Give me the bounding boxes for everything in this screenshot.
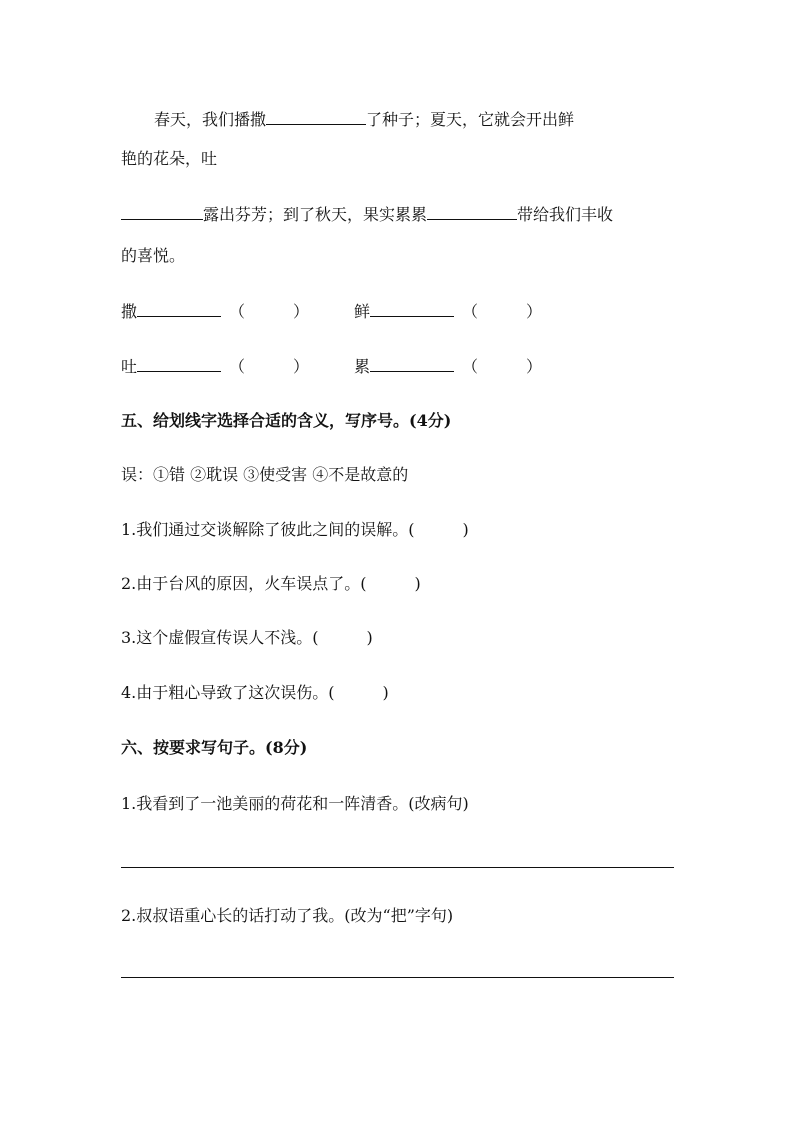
- fill-blank[interactable]: [121, 203, 203, 220]
- paren-open: （: [462, 302, 479, 321]
- paren-close: ): [462, 520, 469, 539]
- answer-line[interactable]: [121, 977, 674, 978]
- paren-open: （: [462, 357, 479, 376]
- word-char: 鲜: [354, 302, 371, 321]
- meaning-options: 误：①错 ②耽误 ③使受害 ④不是故意的: [121, 465, 409, 484]
- word-char: 撒: [121, 302, 138, 321]
- passage-text: 的喜悦。: [121, 246, 186, 265]
- passage-line-2: [121, 148, 217, 170]
- paren-close: ): [366, 628, 373, 647]
- paren-open: （: [229, 357, 246, 376]
- word-pair: [121, 300, 309, 323]
- question-item: [121, 682, 389, 704]
- passage-line-4: [121, 245, 185, 267]
- paren-close: ）: [293, 357, 310, 376]
- paren-close: ): [382, 683, 389, 702]
- section-6-heading: 六、按要求写句子。(8分): [121, 738, 308, 757]
- section-5-heading: 五、给划线字选择合适的含义，写序号。(4分): [121, 411, 452, 430]
- word-pair: [354, 300, 542, 323]
- fill-blank[interactable]: [370, 355, 454, 372]
- paren-open: （: [229, 302, 246, 321]
- word-char: 累: [354, 357, 371, 376]
- word-char: 吐: [121, 357, 138, 376]
- question-text: 1.我们通过交谈解除了彼此之间的误解。(: [121, 520, 415, 539]
- fill-blank[interactable]: [427, 203, 517, 220]
- fill-blank[interactable]: [266, 108, 366, 125]
- answer-line[interactable]: [121, 867, 674, 868]
- fill-blank[interactable]: [137, 355, 221, 372]
- word-pair: [121, 355, 309, 378]
- paren-close: ): [414, 574, 421, 593]
- question-item: [121, 627, 373, 649]
- question-text: 3.这个虚假宣传误人不浅。(: [121, 628, 319, 647]
- rewrite-question-1: 1.我看到了一池美丽的荷花和一阵清香。(改病句): [121, 794, 469, 813]
- rewrite-question-2: 2.叔叔语重心长的话打动了我。(改为“把”字句): [121, 906, 454, 925]
- passage-text: 春天，我们播撒: [154, 110, 267, 129]
- word-pair: [354, 355, 542, 378]
- passage-text: 了种子；夏天，它就会开出鲜: [366, 110, 575, 129]
- paren-close: ）: [526, 302, 543, 321]
- passage-text: 艳的花朵，吐: [121, 149, 218, 168]
- question-text: 2.由于台风的原因，火车误点了。(: [121, 574, 367, 593]
- paren-close: ）: [293, 302, 310, 321]
- passage-line-3: [121, 203, 613, 226]
- passage-line-1: [154, 108, 574, 131]
- paren-close: ）: [526, 357, 543, 376]
- passage-text: 露出芬芳；到了秋天，果实累累: [203, 205, 428, 224]
- fill-blank[interactable]: [137, 300, 221, 317]
- question-text: 4.由于粗心导致了这次误伤。(: [121, 683, 335, 702]
- fill-blank[interactable]: [370, 300, 454, 317]
- question-item: [121, 573, 421, 595]
- question-item: [121, 519, 469, 541]
- passage-text: 带给我们丰收: [517, 205, 614, 224]
